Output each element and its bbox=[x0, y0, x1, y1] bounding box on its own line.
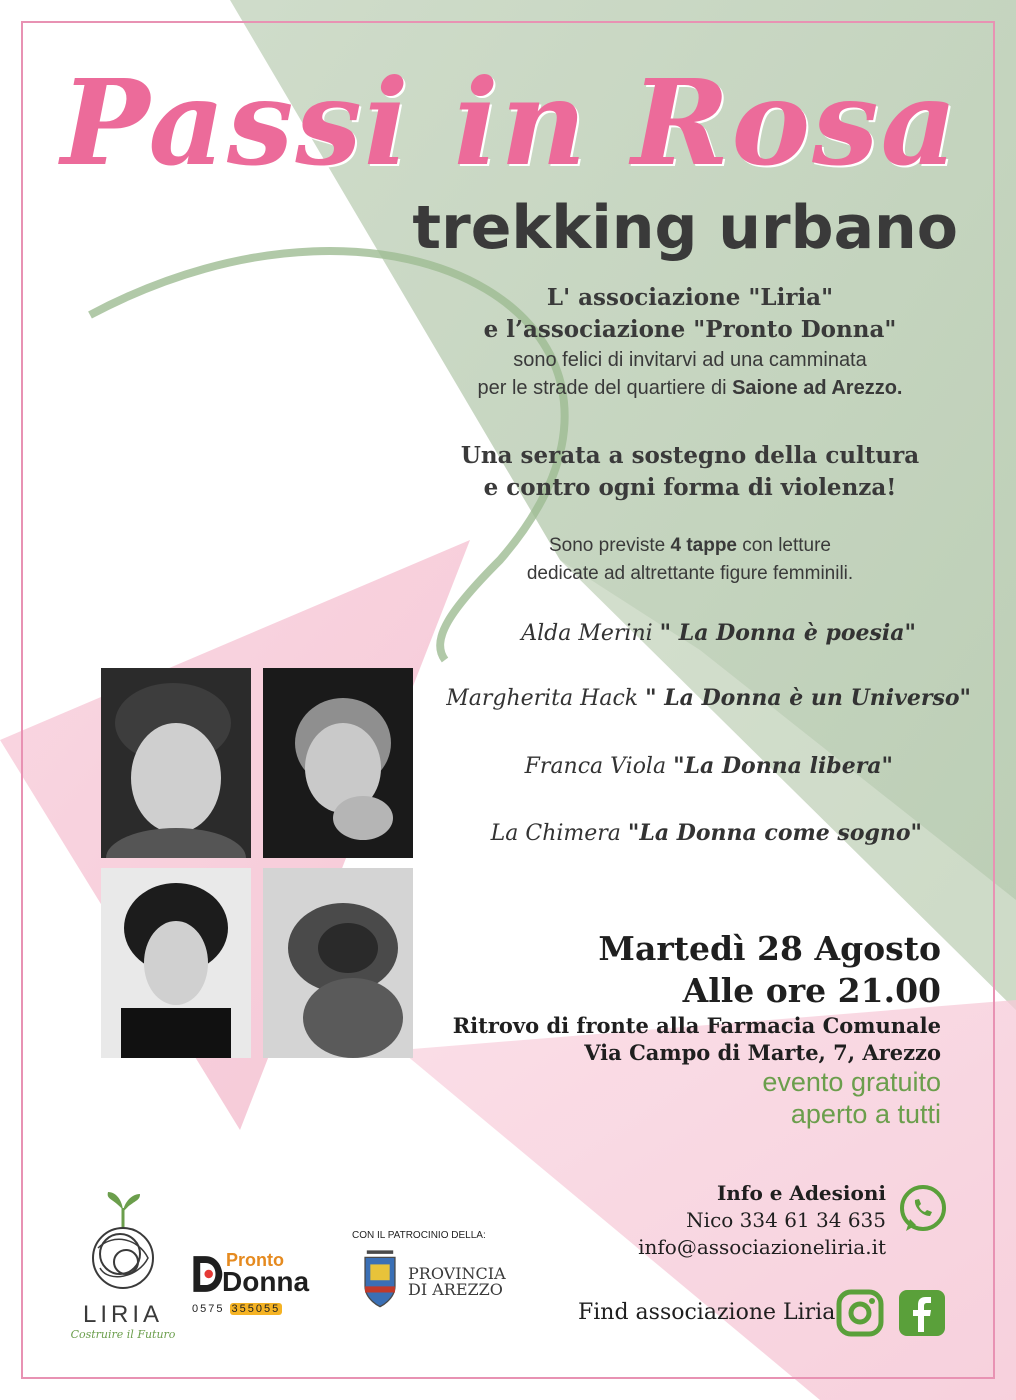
contact-info bbox=[638, 1180, 886, 1261]
contact-phone[interactable]: Nico 334 61 34 635 bbox=[686, 1208, 886, 1232]
patrocinio-label: CON IL PATROCINIO DELLA: bbox=[352, 1230, 486, 1241]
intro-text bbox=[380, 282, 1000, 402]
whatsapp-icon[interactable] bbox=[896, 1183, 948, 1235]
contact-heading: Info e Adesioni bbox=[716, 1181, 886, 1205]
intro-line-2: e l’associazione "Pronto Donna" bbox=[483, 316, 897, 343]
intro-line-1: L' associazione "Liria" bbox=[546, 284, 834, 311]
pronto-donna-pronto: Pronto bbox=[226, 1250, 284, 1270]
provincia-arezzo-logo bbox=[352, 1230, 522, 1340]
pronto-donna-d-icon bbox=[190, 1252, 224, 1296]
liria-tree-icon bbox=[78, 1188, 168, 1298]
figure-alda-merini: Alda Merini " La Donna è poesia" bbox=[521, 620, 916, 646]
event-open: aperto a tutti bbox=[790, 1099, 941, 1129]
portrait-margherita-hack bbox=[263, 668, 413, 858]
find-social-text: Find associazione Liria bbox=[578, 1300, 836, 1325]
stages-line-1: Sono previste 4 tappe con letture bbox=[549, 535, 831, 556]
contact-email[interactable]: info@associazioneliria.it bbox=[638, 1235, 886, 1259]
pronto-donna-logo bbox=[188, 1250, 348, 1325]
intro-line-3: sono felici di invitarvi ad una camminata bbox=[513, 349, 867, 371]
event-subtitle: trekking urbano bbox=[412, 193, 958, 263]
figure-margherita-hack: Margherita Hack " La Donna è un Universo" bbox=[446, 685, 971, 711]
provincia-name: PROVINCIA DI AREZZO bbox=[408, 1264, 506, 1299]
event-address: Via Campo di Marte, 7, Arezzo bbox=[584, 1040, 941, 1065]
event-title: Passi in Rosa bbox=[60, 53, 960, 192]
photo-chimera-sculpture bbox=[263, 868, 413, 1058]
support-line-2: e contro ogni forma di violenza! bbox=[483, 474, 897, 501]
stages-text bbox=[470, 532, 910, 588]
portrait-alda-merini bbox=[101, 668, 251, 858]
event-meeting-point: Ritrovo di fronte alla Farmacia Comunale bbox=[452, 1013, 941, 1038]
portrait-franca-viola bbox=[101, 868, 251, 1058]
stages-line-2: dedicate ad altrettante figure femminili. bbox=[526, 563, 854, 584]
liria-logo bbox=[70, 1188, 176, 1341]
figure-la-chimera: La Chimera "La Donna come sogno" bbox=[490, 820, 922, 846]
instagram-icon[interactable] bbox=[835, 1288, 885, 1338]
pronto-donna-phone: 0575 355055 bbox=[192, 1303, 281, 1315]
liria-logo-name: LIRIA bbox=[82, 1301, 164, 1328]
event-time: Alle ore 21.00 bbox=[682, 971, 941, 1010]
intro-line-4: per le strade del quartiere di Saione ad Arezzo. bbox=[477, 377, 903, 399]
liria-logo-tagline: Costruire il Futuro bbox=[70, 1328, 176, 1341]
figure-franca-viola: Franca Viola "La Donna libera" bbox=[524, 753, 893, 779]
provincia-crest-icon bbox=[358, 1246, 402, 1318]
support-text bbox=[450, 440, 930, 504]
facebook-icon[interactable] bbox=[897, 1288, 947, 1338]
support-line-1: Una serata a sostegno della cultura bbox=[460, 442, 920, 469]
event-free: evento gratuito bbox=[762, 1067, 941, 1097]
event-date: Martedì 28 Agosto bbox=[598, 929, 941, 968]
pronto-donna-donna: Donna bbox=[222, 1266, 310, 1297]
